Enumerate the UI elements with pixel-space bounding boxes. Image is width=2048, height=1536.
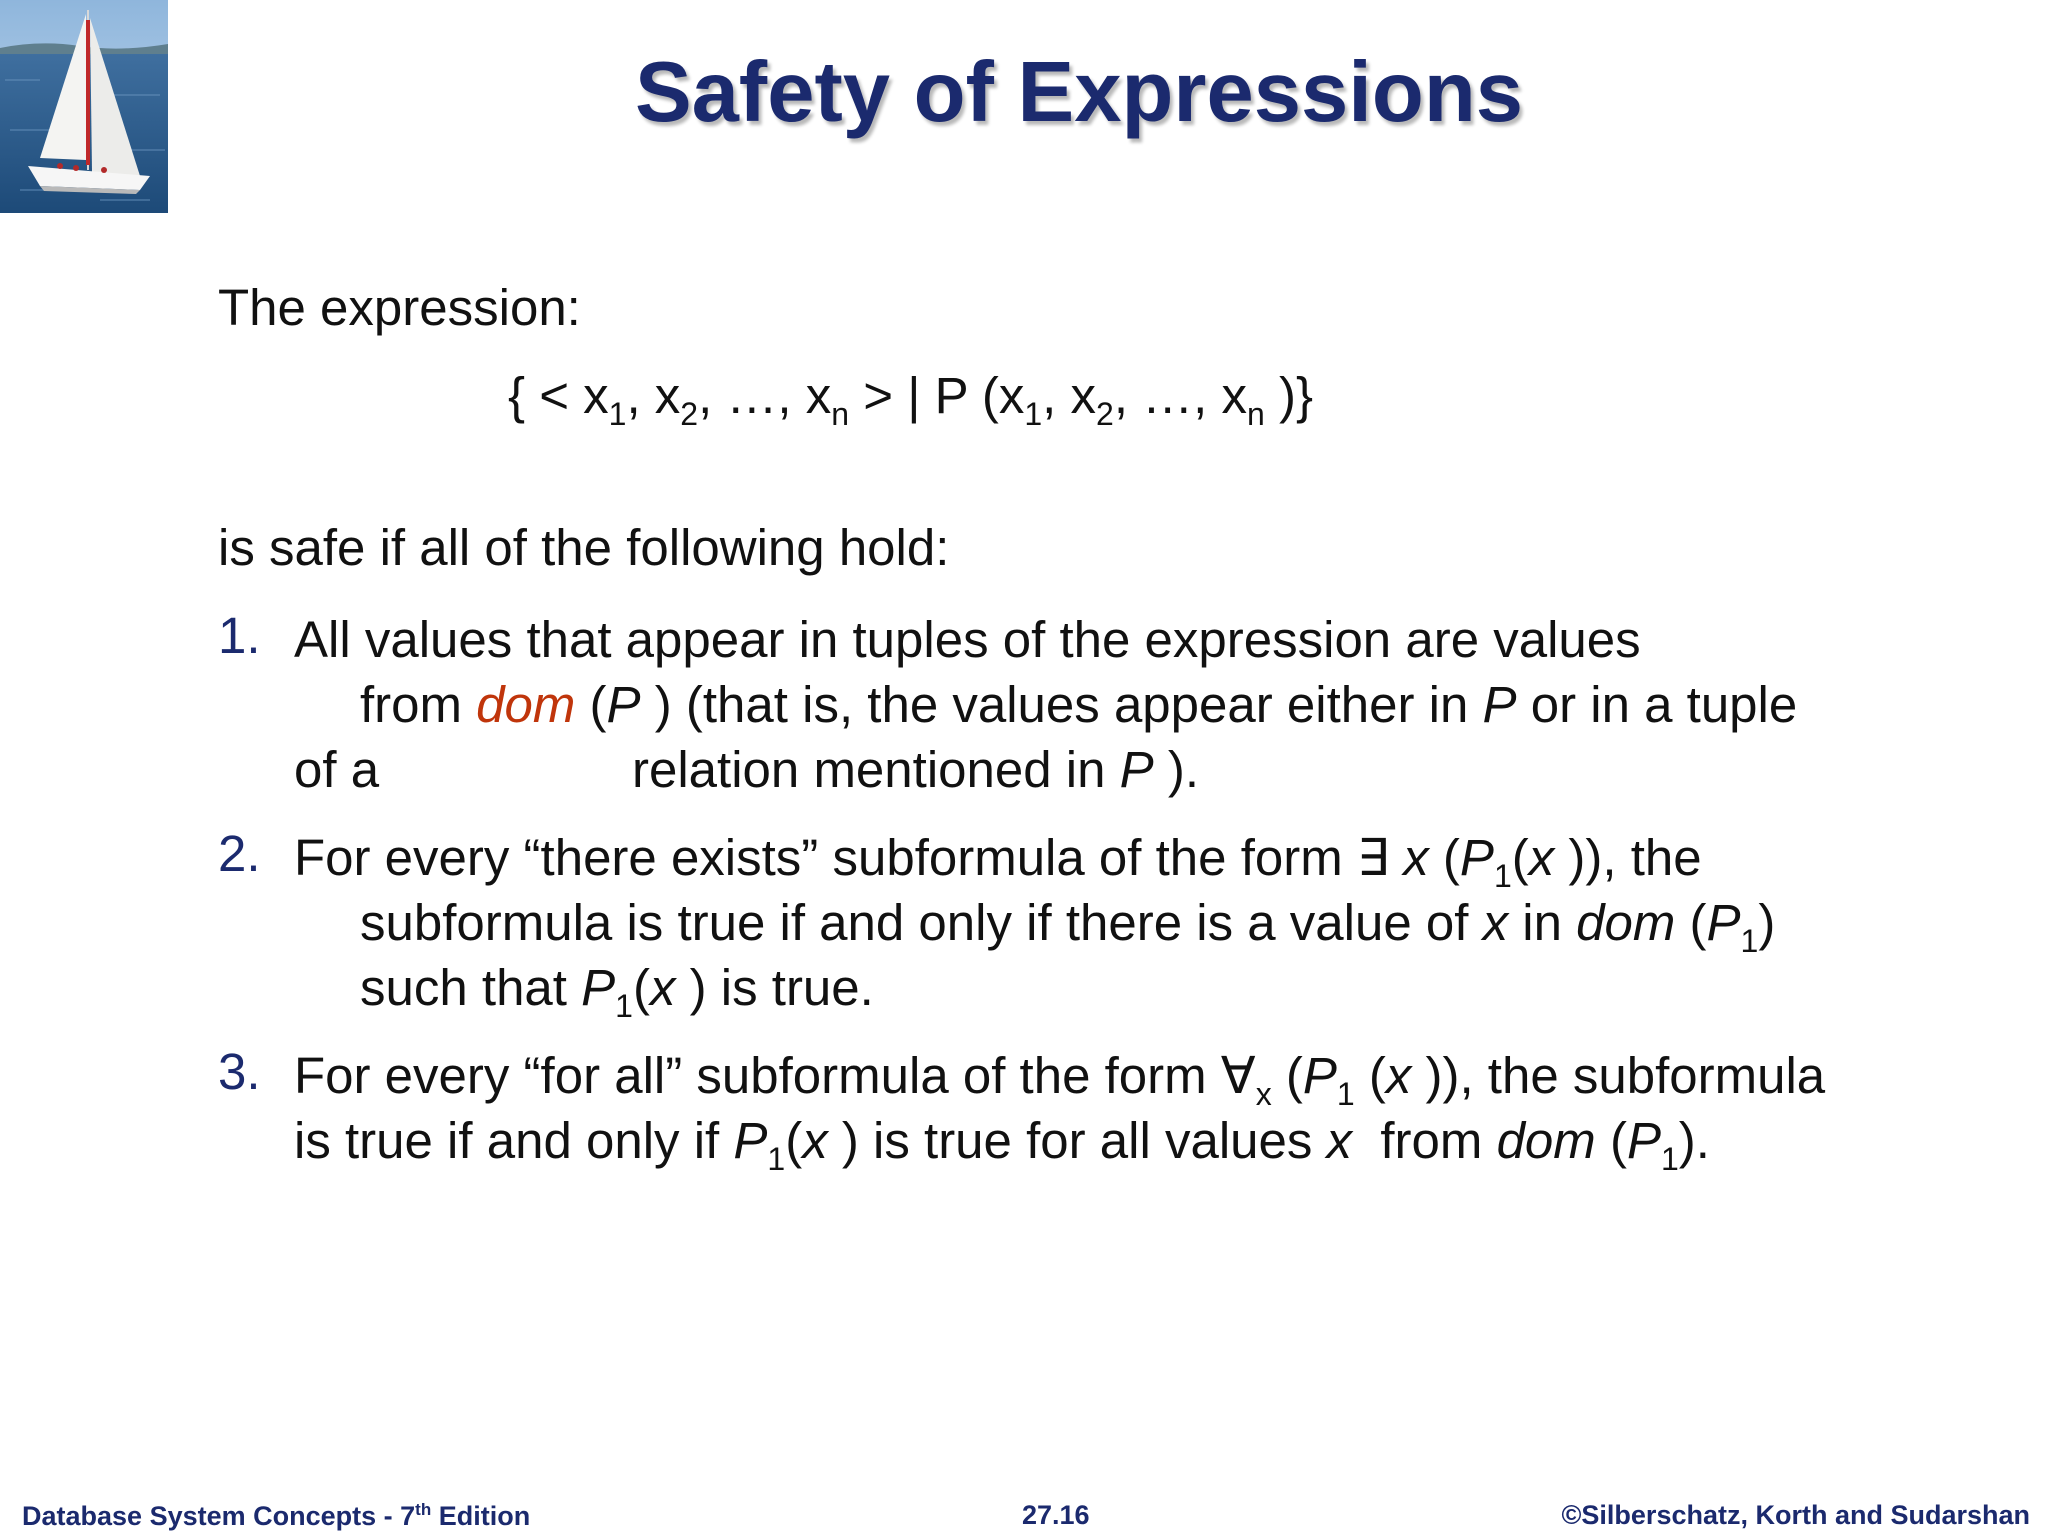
dom-term: dom — [476, 676, 576, 733]
footer-book-title: Database System Concepts - 7th Edition — [22, 1500, 531, 1531]
item-1-line-3a: of a — [294, 741, 380, 798]
list-number-3: 3. — [218, 1043, 261, 1100]
item-3-line-1: For every “for all” subformula of the form $\forall_x$ ($P_1$ (x )), the subformula — [294, 1047, 1826, 1112]
item-1-line-1: All values that appear in tuples of the expression are values — [294, 611, 1641, 668]
list-number-1: 1. — [218, 607, 261, 664]
item-2-line-2: subformula is true if and only if there is a value of x in dom $(P_1)$ — [360, 894, 1776, 959]
slide-title: Safety of Expressions — [634, 45, 1524, 140]
tuple-formula: { < $x_1$, $x_2$, …, $x_n$ > | P ($x_1$, $x_2$, …, $x_n$ )} — [508, 367, 1313, 432]
item-2-line-1: For every “there exists” subformula of the form ∃ x ($P_1(x$ )), the — [294, 829, 1702, 894]
intro-text: The expression: — [218, 279, 581, 336]
list-number-2: 2. — [218, 825, 261, 882]
condition-intro: is safe if all of the following hold: — [218, 519, 950, 576]
item-2-line-3: such that $P_1(x$ ) is true. — [360, 959, 874, 1024]
footer-page-number: 27.16 — [1022, 1500, 1090, 1530]
footer-copyright: ©Silberschatz, Korth and Sudarshan — [1561, 1500, 2030, 1530]
item-1-line-2: from dom (P ) (that is, the values appear either in P or in a tuple — [360, 676, 1798, 733]
item-1-line-3b: relation mentioned in P ). — [632, 741, 1199, 798]
item-3-line-2: is true if and only if $P_1(x$ ) is true for all values x from dom $(P_1)$. — [294, 1112, 1710, 1177]
